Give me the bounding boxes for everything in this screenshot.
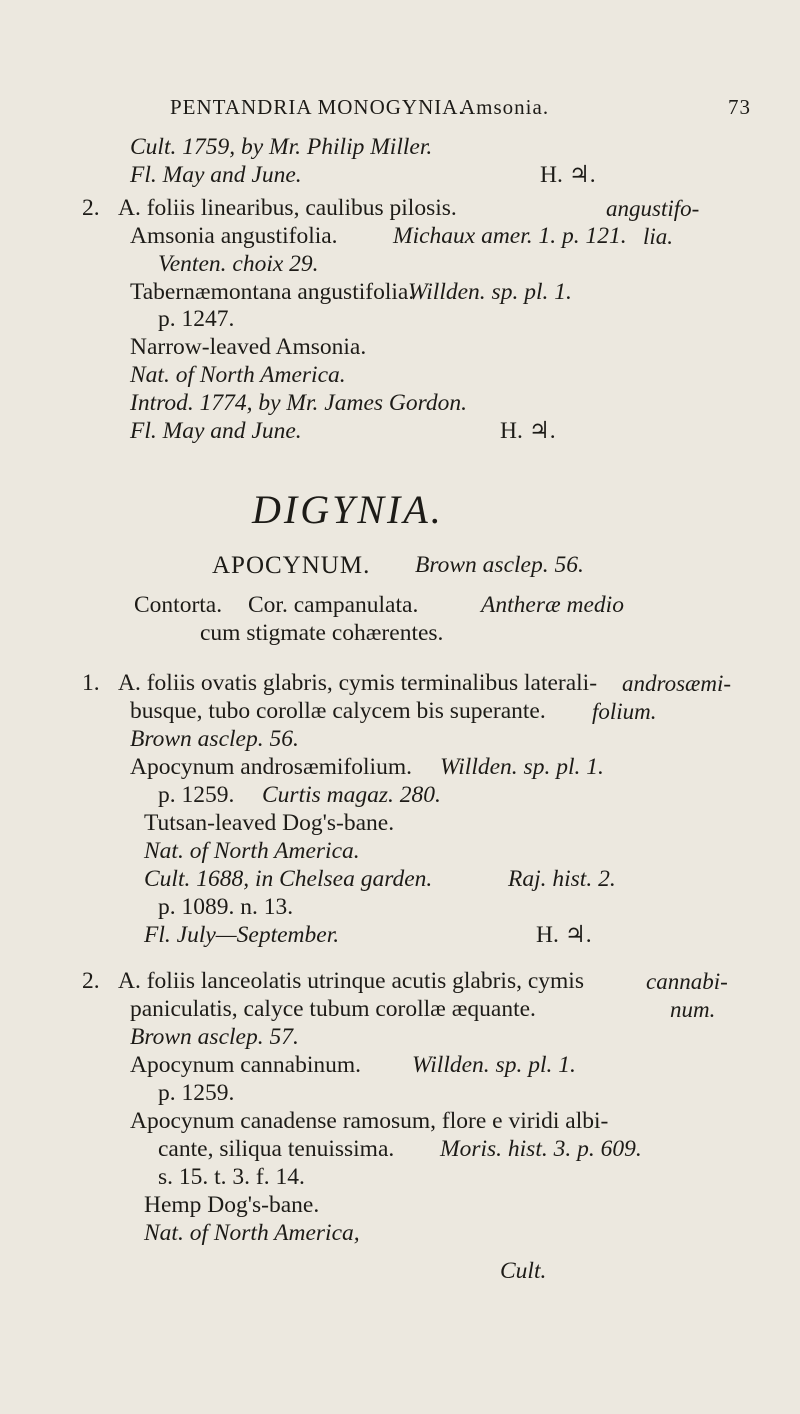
fl-symbol: H. ♃.	[500, 418, 556, 444]
synonym: Apocynum canadense ramosum, flore e viridi albi-	[130, 1108, 609, 1134]
synonym-page: p. 1259.	[158, 1080, 235, 1106]
species-diagnosis: A. foliis linearibus, caulibus pilosis.	[118, 195, 457, 221]
synonym-ref: Willden. sp. pl. 1.	[408, 279, 572, 305]
genus-name: APOCYNUM.	[212, 552, 371, 579]
margin-name: cannabi-	[646, 969, 728, 994]
species-number: 1.	[82, 670, 100, 696]
page-number: 73	[728, 95, 751, 119]
fl-line: Fl. July—September.	[144, 922, 340, 948]
native-line: Nat. of North America.	[130, 362, 346, 388]
synonym-ref: Moris. hist. 3. p. 609.	[440, 1136, 642, 1162]
fl-line: Fl. May and June.	[130, 162, 302, 188]
genus-character: Contorta.	[134, 592, 223, 618]
margin-name-2: num.	[670, 997, 716, 1022]
synonym-ref: Michaux amer. 1. p. 121.	[393, 223, 627, 249]
species-number: 2.	[82, 968, 100, 994]
synonym-ref: s. 15. t. 3. f. 14.	[158, 1164, 305, 1190]
synonym: cante, siliqua tenuissima.	[158, 1136, 395, 1162]
common-name: Tutsan-leaved Dog's-bane.	[144, 810, 395, 836]
margin-name: androsæmi-	[622, 671, 732, 696]
reference: Brown asclep. 57.	[130, 1024, 299, 1050]
synonym-ref: Willden. sp. pl. 1.	[440, 754, 604, 780]
genus-character: Cor. campanulata.	[248, 592, 419, 618]
species-diagnosis: A. foliis lanceolatis utrinque acutis glabris, cymis	[118, 968, 584, 994]
synonym-ref: Curtis magaz. 280.	[262, 782, 441, 808]
cult-line: Cult. 1759, by Mr. Philip Miller.	[130, 134, 433, 160]
fl-symbol: H. ♃.	[540, 162, 596, 188]
margin-name: angustifo-	[606, 196, 700, 221]
cult-ref: Raj. hist. 2.	[508, 866, 616, 892]
synonym: Apocynum androsæmifolium.	[130, 754, 412, 780]
common-name: Hemp Dog's-bane.	[144, 1192, 320, 1218]
genus-character: Antheræ medio	[481, 592, 624, 618]
cult-line: Cult. 1688, in Chelsea garden.	[144, 866, 433, 892]
native-line: Nat. of North America.	[144, 838, 360, 864]
section-title: DIGYNIA.	[252, 487, 444, 532]
reference: Brown asclep. 56.	[130, 726, 299, 752]
running-header: PENTANDRIA MONOGYNIA.	[170, 95, 465, 119]
running-header-genus: Amsonia.	[460, 95, 550, 119]
species-diagnosis: paniculatis, calyce tubum corollæ æquante.	[130, 996, 536, 1022]
fl-line: Fl. May and June.	[130, 418, 302, 444]
synonym: Apocynum cannabinum.	[130, 1052, 362, 1078]
genus-character: cum stigmate cohærentes.	[200, 620, 444, 646]
margin-name-2: folium.	[592, 699, 657, 724]
common-name: Narrow-leaved Amsonia.	[130, 334, 367, 360]
cult-ref-page: p. 1089. n. 13.	[158, 894, 294, 920]
native-line: Nat. of North America,	[144, 1220, 360, 1246]
synonym-page: p. 1259.	[158, 782, 235, 808]
synonym-ref: Venten. choix 29.	[158, 251, 319, 277]
species-diagnosis: A. foliis ovatis glabris, cymis terminalibus laterali-	[118, 670, 598, 696]
species-number: 2.	[82, 195, 100, 221]
introduced-line: Introd. 1774, by Mr. James Gordon.	[130, 390, 468, 416]
catchword: Cult.	[500, 1258, 547, 1284]
synonym-ref: Willden. sp. pl. 1.	[412, 1052, 576, 1078]
margin-name-2: lia.	[643, 224, 674, 249]
genus-reference: Brown asclep. 56.	[415, 552, 584, 578]
species-diagnosis: busque, tubo corollæ calycem bis superante.	[130, 698, 546, 724]
synonym: Amsonia angustifolia.	[130, 223, 338, 249]
synonym-page: p. 1247.	[158, 306, 235, 332]
synonym: Tabernæmontana angustifolia.	[130, 279, 415, 305]
fl-symbol: H. ♃.	[536, 922, 592, 948]
